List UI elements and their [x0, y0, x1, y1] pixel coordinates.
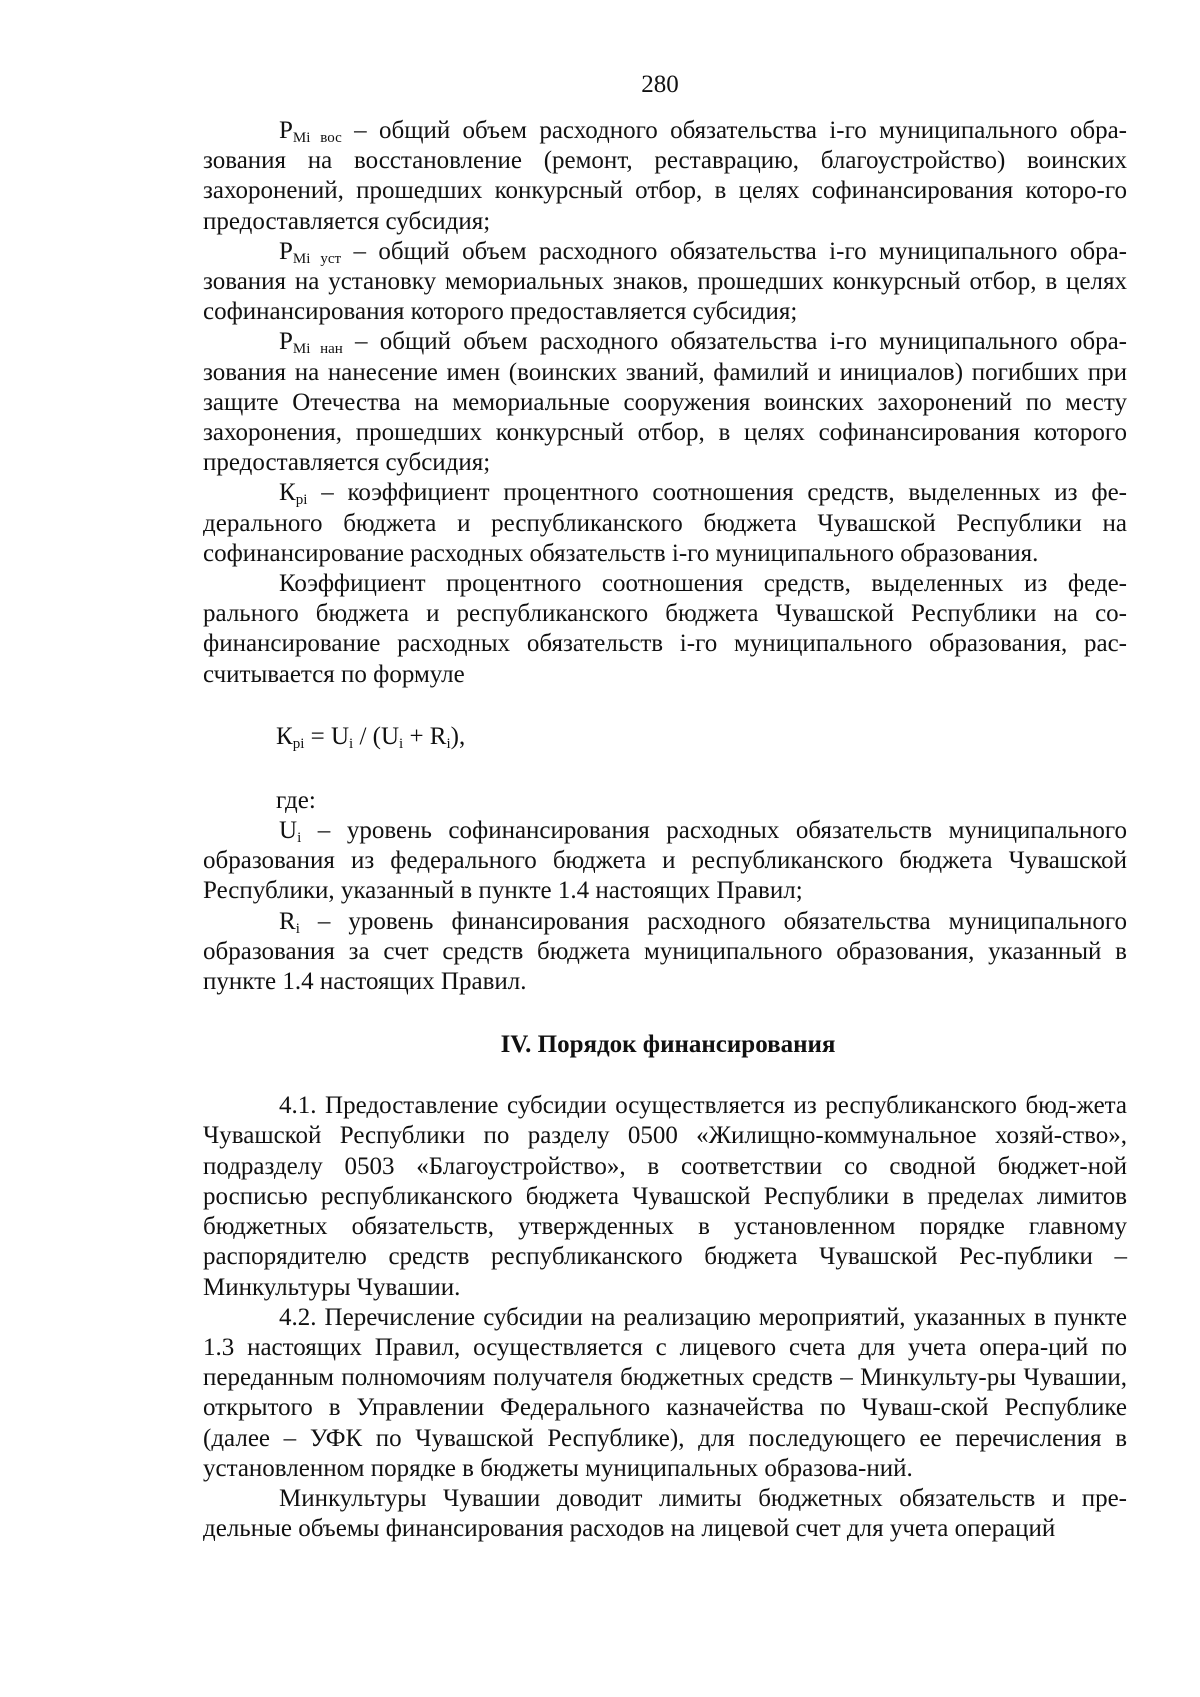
- formula: [203, 722, 1127, 752]
- where-text: – уровень финансирования расходного обязательства муниципального образования за счет средств бюджета муниципального образования, указанный в пункте 1.4 настоящих Правил.: [203, 907, 1127, 996]
- where-text: – уровень софинансирования расходных обязательств муниципального образования из федерального бюджета и республиканского бюджета Чувашской Республики, указанный в пункте 1.4 настоящих Правил;: [203, 817, 1127, 905]
- document-body: [203, 116, 1127, 1544]
- formula-u-subscript: i: [349, 735, 354, 752]
- section-paragraph-limits: Минкультуры Чувашии доводит лимиты бюджетных обязательств и пре-дельные объемы финансирования расходов на лицевой счет для учета операций: [203, 1484, 1127, 1543]
- where-subscript: i: [295, 920, 300, 937]
- formula-end: ),: [450, 722, 466, 750]
- where-definition-r: [203, 907, 1127, 998]
- definition-symbol: P: [279, 117, 293, 144]
- formula-equals-u: = U: [304, 722, 350, 750]
- definition-text: – коэффициент процентного соотношения средств, выделенных из фе-дерального бюджета и республиканского бюджета Чувашской Республики на софинансирование расходных обязательств i-го муниципального образования.: [203, 479, 1127, 567]
- where-label: где:: [276, 786, 316, 814]
- section-paragraph-4-1: 4.1. Предоставление субсидии осуществляется из республиканского бюд-жета Чувашской Республики по разделу 0500 «Жилищно-коммунальное хозяй-ство», подразделу 0503 «Благоустройство», в соответствии со сводной бюджет-ной росписью республиканского бюджета Чувашской Республики в пределах лимитов бюджетных обязательств, утвержденных в установленном порядке главному распорядителю средств республиканского бюджета Чувашской Рес-публики – Минкультуры Чувашии.: [203, 1092, 1127, 1301]
- definition-subscript: Mi нан: [292, 341, 343, 358]
- definition-p-mi-nan: [203, 327, 1127, 478]
- definition-p-mi-vos: [203, 116, 1127, 237]
- formula-divide-u: / (U: [353, 722, 400, 750]
- formula-lhs: К: [276, 722, 293, 750]
- definition-k-pi: [203, 478, 1127, 569]
- formula-lhs-subscript: pi: [292, 735, 305, 752]
- definition-text: – общий объем расходного обязательства i-го муниципального обра-зования на установку мемориальных знаков, прошедших конкурсный отбор, в целях софинансирования которого предоставляется субсидия;: [203, 237, 1127, 326]
- where-subscript: i: [297, 830, 302, 847]
- page-number: 280: [641, 71, 679, 98]
- definition-symbol: К: [279, 479, 296, 507]
- definition-subscript: pi: [295, 492, 308, 509]
- definition-symbol: P: [279, 328, 293, 356]
- definition-text: – общий объем расходного обязательства i-го муниципального обра-зования на восстановление (ремонт, реставрацию, благоустройство) воинских захоронений, прошедших конкурсный отбор, в целях софинансирования которо-го предоставляется субсидия;: [203, 117, 1127, 235]
- where-symbol: U: [279, 817, 298, 845]
- definition-p-mi-ust: [203, 237, 1127, 328]
- where-definition-u: [203, 816, 1127, 907]
- formula-r-subscript: i: [446, 735, 451, 752]
- coefficient-paragraph: Коэффициент процентного соотношения средств, выделенных из феде-рального бюджета и республиканского бюджета Чувашской Республики на со-финансирование расходных обязательств i-го муниципального образования, рас-считывается по формуле: [203, 570, 1127, 688]
- definition-text: – общий объем расходного обязательства i-го муниципального обра-зования на нанесение имен (воинских званий, фамилий и инициалов) погибших при защите Отечества на мемориальные сооружения воинских захоронений по месту захоронения, прошедших конкурсный отбор, в целях софинансирования которого предоставляется субсидия;: [203, 328, 1128, 477]
- section-heading: IV. Порядок финансирования: [500, 1031, 836, 1059]
- formula-u2-subscript: i: [399, 735, 404, 752]
- formula-plus-r: + R: [403, 722, 447, 750]
- definition-symbol: P: [279, 237, 293, 265]
- where-symbol: R: [279, 907, 296, 935]
- definition-subscript: Mi уст: [292, 250, 342, 267]
- definition-subscript: Mi вос: [292, 130, 342, 146]
- section-paragraph-4-2: 4.2. Перечисление субсидии на реализацию мероприятий, указанных в пункте 1.3 настоящих Правил, осуществляется с лицевого счета для учета опера-ций по переданным полномочиям получателя бюджетных средств – Минкульту-ры Чувашии, открытого в Управлении Федерального казначейства по Чуваш-ской Республике (далее – УФК по Чувашской Республике), для последующего ее перечисления в установленном порядке в бюджеты муниципальных образова-ний.: [203, 1303, 1127, 1482]
